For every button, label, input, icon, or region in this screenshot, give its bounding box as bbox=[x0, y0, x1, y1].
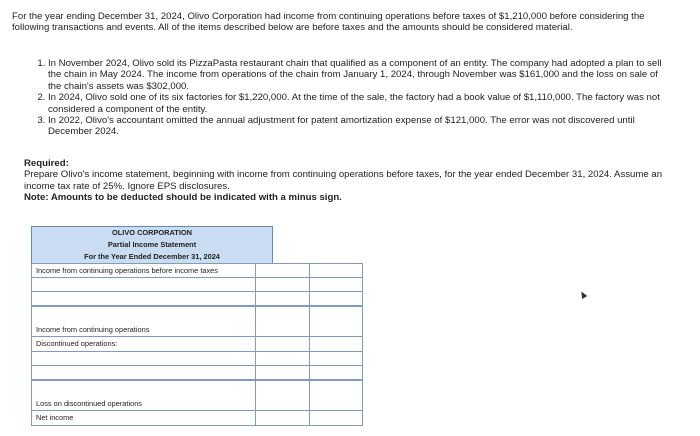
table-row bbox=[31, 366, 363, 381]
label-input[interactable] bbox=[31, 352, 256, 367]
label-input[interactable] bbox=[31, 381, 256, 397]
table-row bbox=[31, 278, 363, 293]
amount-input[interactable] bbox=[256, 323, 309, 338]
label-input[interactable] bbox=[31, 366, 256, 381]
table-row bbox=[31, 411, 363, 426]
total-input[interactable] bbox=[310, 263, 363, 278]
label-input[interactable] bbox=[31, 292, 256, 307]
required-heading: Required: bbox=[24, 158, 69, 169]
problem-intro: For the year ending December 31, 2024, Olivo Corporation had income from continuing operations before taxes of $1,210,000 before considering the following transactions and events. All of the items described below are before taxes and the amounts should be considered material. bbox=[12, 11, 645, 34]
total-input[interactable] bbox=[310, 307, 363, 323]
label-input[interactable] bbox=[31, 307, 256, 323]
total-input[interactable] bbox=[310, 292, 363, 307]
table-row bbox=[31, 381, 363, 397]
statement-title: Partial Income Statement bbox=[107, 240, 197, 249]
transaction-list bbox=[34, 58, 670, 138]
statement-header bbox=[31, 226, 273, 263]
row-label: Net income bbox=[31, 411, 256, 426]
income-statement-worksheet bbox=[31, 226, 363, 426]
required-text: Prepare Olivo's income statement, beginning with income from continuing operations before taxes, for the year ended December 31, 2024. Assume an income tax rate of 25%. Ignore EPS disclosures. bbox=[24, 169, 663, 192]
total-input[interactable] bbox=[310, 381, 363, 397]
amount-input[interactable] bbox=[256, 292, 309, 307]
amount-input[interactable] bbox=[256, 278, 309, 293]
total-input[interactable] bbox=[310, 352, 363, 367]
amount-input[interactable] bbox=[256, 381, 309, 397]
table-row bbox=[31, 323, 363, 338]
note-text: Note: Amounts to be deducted should be indicated with a minus sign. bbox=[24, 192, 342, 204]
table-row bbox=[31, 352, 363, 367]
list-item: 2. In 2024, Olivo sold one of its six factories for $1,220,000. At the time of the sale, the factory had a book value of $1,110,000. The factory was not considered a component of the entity. bbox=[48, 92, 670, 115]
amount-input[interactable] bbox=[256, 352, 309, 367]
total-input[interactable] bbox=[310, 323, 363, 338]
amount-input[interactable] bbox=[256, 337, 309, 352]
company-name: OLIVO CORPORATION bbox=[112, 228, 192, 237]
label-input[interactable] bbox=[31, 278, 256, 293]
table-row bbox=[31, 337, 363, 352]
required-section bbox=[24, 158, 664, 204]
row-label: Discontinued operations: bbox=[31, 337, 256, 352]
total-input[interactable] bbox=[310, 411, 363, 426]
amount-input[interactable] bbox=[256, 397, 309, 412]
amount-input[interactable] bbox=[256, 366, 309, 381]
amount-input[interactable] bbox=[256, 307, 309, 323]
total-input[interactable] bbox=[310, 278, 363, 293]
statement-period: For the Year Ended December 31, 2024 bbox=[84, 252, 220, 261]
total-input[interactable] bbox=[310, 366, 363, 381]
table-row bbox=[31, 292, 363, 307]
list-item: 1. In November 2024, Olivo sold its PizzaPasta restaurant chain that qualified as a component of an entity. The company had adopted a plan to sell the chain in May 2024. The income from operations of the chain from January 1, 2024, through November was $161,000 and the loss on sale of the chain's assets was $302,000. bbox=[48, 58, 670, 92]
row-label: Income from continuing operations before income taxes bbox=[31, 263, 256, 278]
amount-input[interactable] bbox=[256, 263, 309, 278]
row-label: Income from continuing operations bbox=[31, 323, 256, 338]
amount-input[interactable] bbox=[256, 411, 309, 426]
list-item: 3. In 2022, Olivo's accountant omitted the annual adjustment for patent amortization expense of $121,000. The error was not discovered until December 2024. bbox=[48, 115, 670, 138]
table-row bbox=[31, 263, 363, 278]
table-row bbox=[31, 307, 363, 323]
total-input[interactable] bbox=[310, 397, 363, 412]
row-label: Loss on discontinued operations bbox=[31, 397, 256, 412]
total-input[interactable] bbox=[310, 337, 363, 352]
table-row bbox=[31, 397, 363, 412]
mouse-cursor-icon bbox=[579, 290, 588, 299]
